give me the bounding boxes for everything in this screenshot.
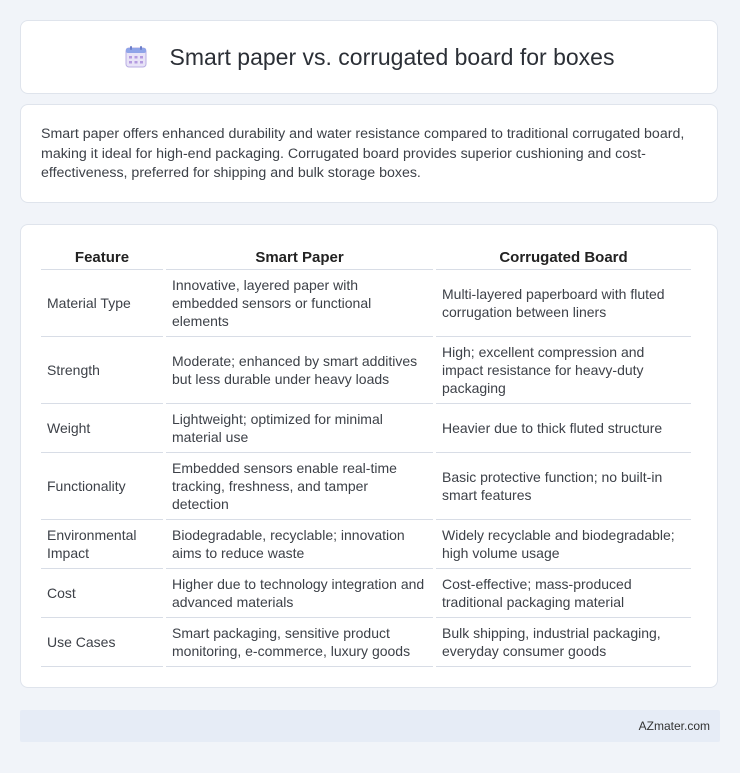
corrugated-cell: Basic protective function; no built-in smart features	[436, 453, 691, 520]
intro-text: Smart paper offers enhanced durability and water resistance compared to traditional corrugated board, making it ideal for high-end packaging. Corrugated board provides superior cushioning and cost-effectiveness, preferred for shipping and bulk storage boxes.	[41, 126, 685, 181]
feature-cell: Strength	[41, 337, 163, 404]
footer	[20, 710, 720, 742]
feature-cell: Cost	[41, 569, 163, 618]
table-row	[41, 270, 691, 337]
footer-brand[interactable]: AZmater.com	[638, 719, 710, 733]
feature-cell: Environmental Impact	[41, 520, 163, 569]
table-row	[41, 569, 691, 618]
corrugated-cell: High; excellent compression and impact resistance for heavy-duty packaging	[436, 337, 691, 404]
corrugated-cell: Heavier due to thick fluted structure	[436, 404, 691, 453]
feature-cell: Functionality	[41, 453, 163, 520]
feature-cell: Material Type	[41, 270, 163, 337]
comparison-table	[38, 243, 694, 667]
calendar-icon	[124, 45, 148, 69]
header-corrugated-board: Corrugated Board	[436, 243, 691, 270]
table-header-row	[41, 243, 691, 270]
header-feature: Feature	[41, 243, 163, 270]
smart-paper-cell: Innovative, layered paper with embedded sensors or functional elements	[166, 270, 433, 337]
corrugated-cell: Widely recyclable and biodegradable; high volume usage	[436, 520, 691, 569]
smart-paper-cell: Biodegradable, recyclable; innovation aims to reduce waste	[166, 520, 433, 569]
table-row	[41, 337, 691, 404]
corrugated-cell: Multi-layered paperboard with fluted corrugation between liners	[436, 270, 691, 337]
comparison-card	[20, 224, 718, 688]
feature-cell: Weight	[41, 404, 163, 453]
page-title: Smart paper vs. corrugated board for boxes	[169, 43, 615, 70]
corrugated-cell: Bulk shipping, industrial packaging, everyday consumer goods	[436, 618, 691, 667]
table-row	[41, 618, 691, 667]
header-smart-paper: Smart Paper	[166, 243, 433, 270]
corrugated-cell: Cost-effective; mass-produced traditional packaging material	[436, 569, 691, 618]
table-row	[41, 453, 691, 520]
table-row	[41, 404, 691, 453]
table-row	[41, 520, 691, 569]
smart-paper-cell: Smart packaging, sensitive product monitoring, e-commerce, luxury goods	[166, 618, 433, 667]
smart-paper-cell: Embedded sensors enable real-time tracking, freshness, and tamper detection	[166, 453, 433, 520]
intro-card	[20, 104, 718, 203]
title-card	[20, 20, 718, 94]
feature-cell: Use Cases	[41, 618, 163, 667]
smart-paper-cell: Lightweight; optimized for minimal material use	[166, 404, 433, 453]
smart-paper-cell: Higher due to technology integration and advanced materials	[166, 569, 433, 618]
smart-paper-cell: Moderate; enhanced by smart additives but less durable under heavy loads	[166, 337, 433, 404]
